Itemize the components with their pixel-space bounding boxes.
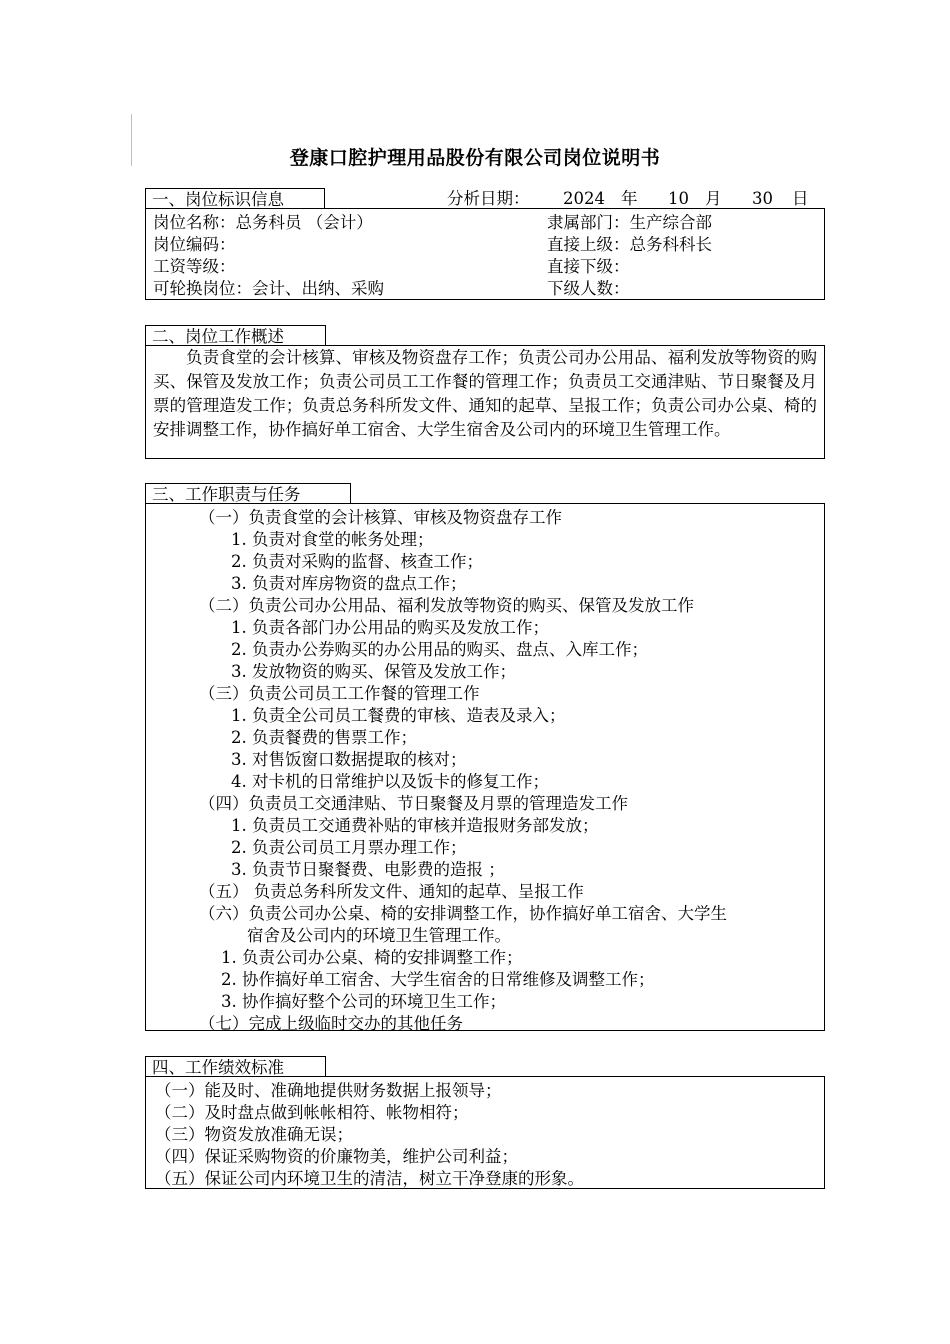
- duty-item: 3. 发放物资的购买、保管及发放工作；: [231, 662, 516, 681]
- date-year-unit: 年: [621, 189, 638, 208]
- duty-heading: （七）完成上级临时交办的其他任务: [199, 1014, 463, 1033]
- section-2-heading: 二、岗位工作概述: [145, 325, 326, 346]
- duty-item: 2. 负责餐费的售票工作；: [231, 728, 417, 747]
- duty-item: 2. 负责对采购的监督、核查工作；: [231, 552, 483, 571]
- duty-item: 1. 负责员工交通费补贴的审核并造报财务部发放；: [231, 816, 599, 835]
- standard-item: （三）物资发放准确无误；: [155, 1125, 353, 1144]
- duty-item: 3. 负责对库房物资的盘点工作；: [231, 574, 467, 593]
- duty-heading: （五） 负责总务科所发文件、通知的起草、呈报工作: [199, 882, 584, 901]
- duty-heading: （四）负责员工交通津贴、节日聚餐及月票的管理造发工作: [199, 794, 628, 813]
- direct-superior: 直接上级：总务科科长: [547, 235, 712, 254]
- duty-item: 2. 负责办公券购买的办公用品的购买、盘点、入库工作；: [231, 640, 648, 659]
- duty-item: 3. 负责节日聚餐费、电影费的造报 ；: [231, 860, 505, 879]
- rotatable-positions: 可轮换岗位：会计、出纳、采购: [153, 279, 384, 298]
- standard-item: （五）保证公司内环境卫生的清洁，树立干净登康的形象。: [155, 1169, 584, 1188]
- date-year: 2024: [563, 189, 605, 208]
- date-day: 30: [752, 189, 773, 208]
- duty-heading: （三）负责公司员工工作餐的管理工作: [199, 684, 480, 703]
- salary-grade: 工资等级：: [153, 257, 236, 276]
- date-month: 10: [668, 189, 689, 208]
- duty-item: 3. 对售饭窗口数据提取的核对；: [231, 750, 467, 769]
- department: 隶属部门：生产综合部: [547, 213, 712, 232]
- duty-item: 3. 协作搞好整个公司的环境卫生工作；: [221, 992, 506, 1011]
- duty-item: 1. 负责对食堂的帐务处理；: [231, 530, 434, 549]
- duty-item: 2. 负责公司员工月票办理工作；: [231, 838, 467, 857]
- duty-heading: （二）负责公司办公用品、福利发放等物资的购买、保管及发放工作: [199, 596, 694, 615]
- duty-item: 1. 负责各部门办公用品的购买及发放工作；: [231, 618, 549, 637]
- duty-item: 4. 对卡机的日常维护以及饭卡的修复工作；: [231, 772, 549, 791]
- date-month-unit: 月: [705, 189, 722, 208]
- section-1-heading: 一、岗位标识信息: [145, 188, 325, 209]
- date-label: 分析日期：: [447, 189, 530, 208]
- section-3-heading: 三、工作职责与任务: [145, 483, 351, 504]
- duty-item: 2. 协作搞好单工宿舍、大学生宿舍的日常维修及调整工作；: [221, 970, 655, 989]
- duty-heading-continued: 宿舍及公司内的环境卫生管理工作。: [247, 926, 511, 945]
- subordinate-count: 下级人数：: [547, 279, 630, 298]
- work-overview: 负责食堂的会计核算、审核及物资盘存工作；负责公司办公用品、福利发放等物资的购买、保管及发放工作；负责公司员工工作餐的管理工作；负责员工交通津贴、节日聚餐及月票的管理造发工作；负责总务科所发文件、通知的起草、呈报工作；负责公司办公桌、椅的安排调整工作，协作搞好单工宿舍、大学生宿舍及公司内的环境卫生管理工作。: [153, 348, 817, 439]
- page-title: 登康口腔护理用品股份有限公司岗位说明书: [289, 147, 661, 169]
- position-code: 岗位编码：: [153, 235, 236, 254]
- standard-item: （二）及时盘点做到帐帐相符、帐物相符；: [155, 1103, 469, 1122]
- direct-subordinate: 直接下级：: [547, 257, 630, 276]
- standard-item: （四）保证采购物资的价廉物美，维护公司利益；: [155, 1147, 518, 1166]
- duty-item: 1. 负责公司办公桌、椅的安排调整工作；: [221, 948, 523, 967]
- duty-heading: （六）负责公司办公桌、椅的安排调整工作，协作搞好单工宿舍、大学生: [199, 904, 727, 923]
- date-day-unit: 日: [792, 189, 809, 208]
- position-name: 岗位名称：总务科员 （会计）: [153, 213, 373, 232]
- duty-heading: （一）负责食堂的会计核算、审核及物资盘存工作: [199, 508, 562, 527]
- standard-item: （一）能及时、准确地提供财务数据上报领导；: [155, 1081, 502, 1100]
- section-4-heading: 四、工作绩效标准: [145, 1056, 326, 1077]
- duty-item: 1. 负责全公司员工餐费的审核、造表及录入；: [231, 706, 566, 725]
